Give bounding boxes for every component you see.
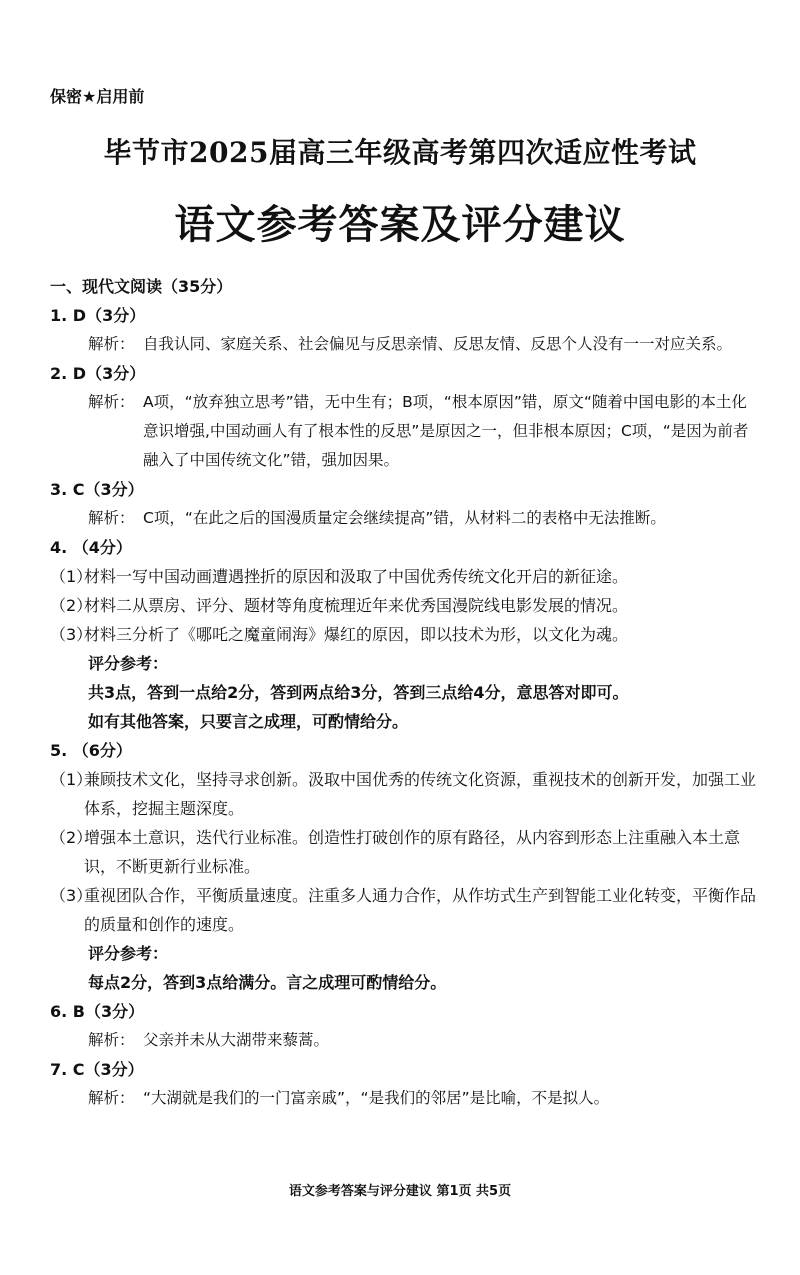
analysis-text: C项，“在此之后的国漫质量定会继续提高”错，从材料二的表格中无法推断。 [143, 509, 666, 527]
point-text: 材料一写中国动画遭遇挫折的原因和汲取了中国优秀传统文化开启的新征途。 [84, 567, 629, 586]
question-6-analysis [50, 1026, 760, 1055]
scoring-line: 如有其他答案，只要言之成理，可酌情给分。 [88, 712, 409, 731]
point-number: （2） [50, 596, 93, 615]
analysis-text: “大湖就是我们的一门富亲戚”，“是我们的邻居”是比喻，不是拟人。 [143, 1089, 610, 1107]
analysis-label: 解析： [88, 509, 135, 527]
question-6-label: 6. B（3分） [50, 1002, 145, 1021]
question-1-label: 1. D（3分） [50, 306, 146, 325]
point-text: 重视团队合作，平衡质量速度。注重多人通力合作，从作坊式生产到智能工业化转变，平衡作品的质量和创作的速度。 [84, 886, 757, 934]
question-4-label: 4. （4分） [50, 538, 132, 557]
point-number: （1） [50, 770, 93, 789]
question-7-analysis [50, 1084, 760, 1113]
question-1-analysis [50, 330, 760, 359]
analysis-label: 解析： [88, 335, 135, 353]
question-2-analysis [50, 388, 760, 475]
question-3-label: 3. C（3分） [50, 480, 144, 499]
point-number: （3） [50, 886, 93, 905]
scoring-label: 评分参考： [88, 654, 169, 673]
analysis-label: 解析： [88, 1089, 135, 1107]
question-4-point-2 [50, 591, 760, 620]
point-text: 材料三分析了《哪吒之魔童闹海》爆红的原因，即以技术为形，以文化为魂。 [84, 625, 629, 644]
point-text: 增强本土意识，迭代行业标准。创造性打破创作的原有路径，从内容到形态上注重融入本土意识，不断更新行业标准。 [84, 828, 741, 876]
analysis-text: 自我认同、家庭关系、社会偏见与反思亲情、反思友情、反思个人没有一一对应关系。 [143, 335, 733, 353]
point-number: （2） [50, 828, 93, 847]
analysis-label: 解析： [88, 1031, 135, 1049]
question-2-label: 2. D（3分） [50, 364, 146, 383]
analysis-text: 父亲并未从大湖带来藜蒿。 [143, 1031, 330, 1049]
scoring-label: 评分参考： [88, 944, 169, 963]
document-title: 语文参考答案及评分建议 [174, 201, 626, 248]
question-5-label: 5. （6分） [50, 741, 132, 760]
exam-title: 毕节市2025届高三年级高考第四次适应性考试 [103, 136, 697, 169]
question-5-point-2 [50, 823, 760, 881]
question-4-point-3 [50, 620, 760, 649]
question-5-point-3 [50, 881, 760, 939]
answer-content [50, 272, 760, 1113]
analysis-label: 解析： [88, 393, 135, 411]
point-number: （3） [50, 625, 93, 644]
point-number: （1） [50, 567, 93, 586]
confidential-mark: 保密★启用前 [50, 87, 145, 106]
question-3-analysis [50, 504, 760, 533]
page-footer: 语文参考答案与评分建议 第1页 共5页 [288, 1184, 512, 1199]
point-text: 材料二从票房、评分、题材等角度梳理近年来优秀国漫院线电影发展的情况。 [84, 596, 629, 615]
point-text: 兼顾技术文化，坚持寻求创新。汲取中国优秀的传统文化资源，重视技术的创新开发，加强工业体系，挖掘主题深度。 [84, 770, 757, 818]
scoring-line: 每点2分，答到3点给满分。言之成理可酌情给分。 [88, 973, 447, 992]
question-5-point-1 [50, 765, 760, 823]
analysis-text: A项，“放弃独立思考”错，无中生有；B项，“根本原因”错，原文“随着中国电影的本土化意识增强,中国动画人有了根本性的反思”是原因之一，但非根本原因；C项，“是因为前者融入了中国传统文化”错，强加因果。 [143, 393, 749, 469]
question-7-label: 7. C（3分） [50, 1060, 144, 1079]
section-heading: 一、现代文阅读（35分） [50, 277, 233, 296]
question-4-point-1 [50, 562, 760, 591]
scoring-line: 共3点，答到一点给2分，答到两点给3分，答到三点给4分，意思答对即可。 [88, 683, 629, 702]
